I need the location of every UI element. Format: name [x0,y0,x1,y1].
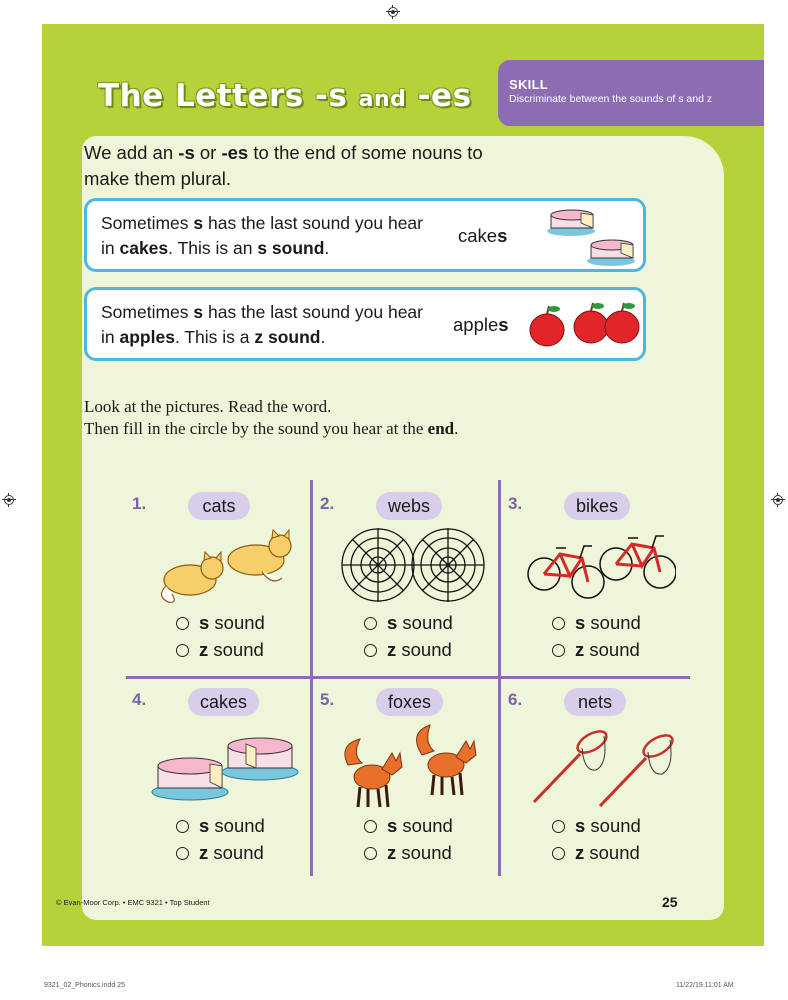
butterfly-net-icon [600,731,676,806]
word-pill: cakes [188,688,259,716]
answer-circle[interactable] [552,644,565,657]
example-word-cakes: cakes [458,225,508,246]
apples-example-illustration [527,302,643,352]
footer-credit: © Evan-Moor Corp. • EMC 9321 • Top Student [56,898,210,907]
apple-icon [574,303,608,343]
option-z-sound[interactable]: z sound [176,842,264,864]
option-s-sound[interactable]: s sound [364,815,453,837]
answer-circle[interactable] [176,644,189,657]
registration-mark-right [771,493,785,507]
instructions: Look at the pictures. Read the word. Then fill in the circle by the sound you hear at the end. [84,397,459,438]
registration-mark-left [2,493,16,507]
skill-description: Discriminate between the sounds of s and z [509,93,713,105]
cat-icon [228,530,291,581]
option-s-sound[interactable]: s sound [552,815,641,837]
example-word-apples: apples [453,314,509,335]
option-s-sound[interactable]: s sound [176,612,265,634]
intro-text: We add an -s or -es to the end of some nouns to make them plural. [84,142,483,189]
fox-icon [417,725,476,795]
apple-icon [530,306,564,346]
item-cakes: 4. cakes s sound z sound [132,688,320,884]
option-z-sound[interactable]: z sound [176,639,264,661]
word-pill: bikes [564,492,630,520]
answer-circle[interactable] [364,847,377,860]
option-z-sound[interactable]: z sound [552,639,640,661]
cake-slice-icon [587,240,635,266]
bicycle-icon [528,546,604,598]
option-s-sound[interactable]: s sound [552,612,641,634]
item-cats: 1. cats s sound z sound [132,492,320,688]
cat-icon [161,552,223,602]
option-z-sound[interactable]: z sound [364,639,452,661]
item-bikes: 3. bikes s sound z sound [508,492,696,688]
item-nets: 6. nets s sound z sound [508,688,696,884]
example-text-apples: Sometimes s has the last sound you hear in apples. This is a z sound. [101,302,423,347]
registration-mark-top [386,5,400,19]
webs-illustration [338,524,488,606]
word-pill: foxes [376,688,443,716]
bicycle-icon [600,536,676,588]
foxes-illustration [338,716,488,808]
answer-circle[interactable] [364,617,377,630]
answer-circle[interactable] [552,847,565,860]
option-z-sound[interactable]: z sound [364,842,452,864]
cats-illustration [150,524,300,606]
butterfly-net-icon [534,727,610,802]
answer-circle[interactable] [176,617,189,630]
page-title: The Letters -s and -es [98,78,472,114]
apple-icon [605,303,639,343]
word-pill: nets [564,688,626,716]
example-box-cakes [84,198,646,272]
cake-slice-icon [547,210,595,236]
fox-icon [345,739,402,807]
example-text-cakes: Sometimes s has the last sound you hear in cakes. This is an s sound. [101,213,423,258]
option-z-sound[interactable]: z sound [552,842,640,864]
skill-heading: SKILL [509,77,549,92]
answer-circle[interactable] [176,847,189,860]
word-pill: cats [188,492,250,520]
example-box-apples [84,287,646,361]
answer-circle[interactable] [552,617,565,630]
answer-circle[interactable] [364,820,377,833]
answer-circle[interactable] [176,820,189,833]
answer-circle[interactable] [364,644,377,657]
spider-web-icon [342,528,414,602]
item-webs: 2. webs s sound z sound [320,492,508,688]
nets-illustration [526,720,676,810]
option-s-sound[interactable]: s sound [176,815,265,837]
cake-icon [222,738,298,780]
page-number: 25 [662,894,678,910]
word-pill: webs [376,492,442,520]
cake-icon [152,758,228,800]
item-foxes: 5. foxes s sound z sound [320,688,508,884]
print-slug-date: 11/22/19 11:01 AM [676,982,734,989]
bikes-illustration [526,524,676,606]
spider-web-icon [412,528,484,602]
option-s-sound[interactable]: s sound [364,612,453,634]
cakes-example-illustration [541,205,641,267]
answer-circle[interactable] [552,820,565,833]
cakes-illustration [150,720,300,802]
print-slug-file: 9321_02_Phonics.indd 25 [44,982,125,989]
skill-tab [498,60,764,126]
